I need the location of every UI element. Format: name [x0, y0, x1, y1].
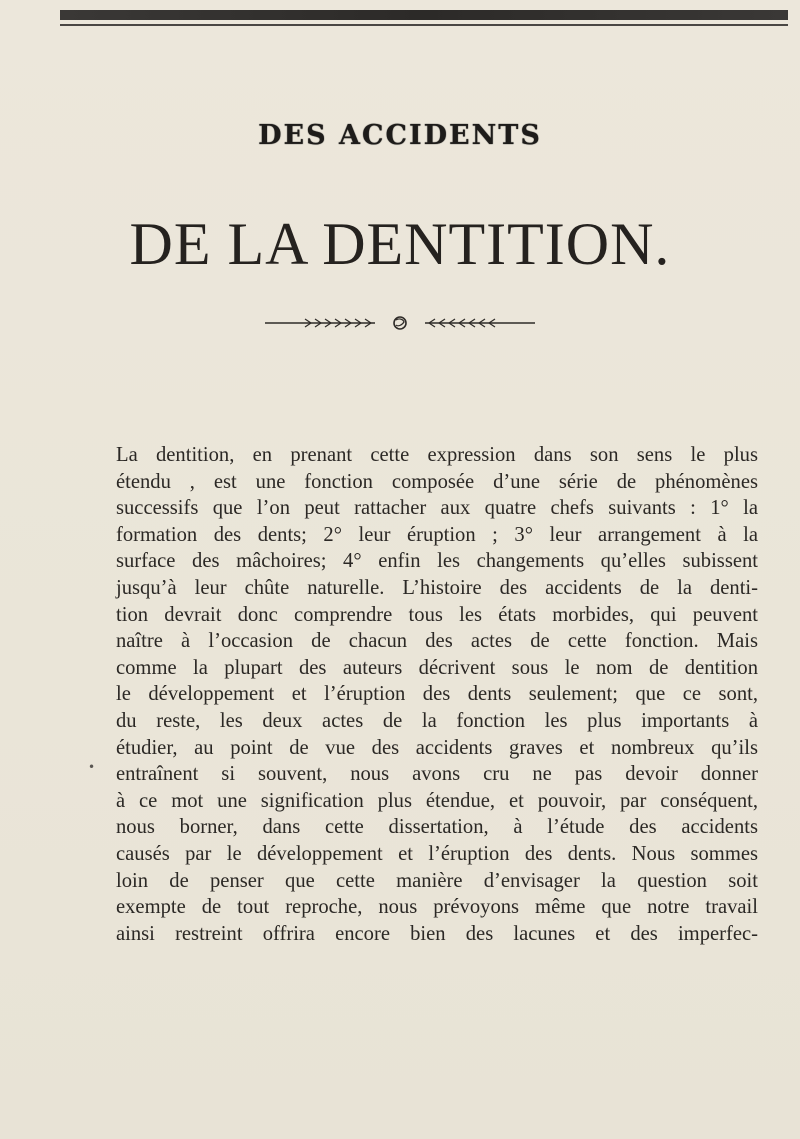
chapter-title: DE LA DENTITION.	[129, 211, 671, 277]
text-line: nous borner, dans cette dissertation, à l’étude des accidents	[116, 816, 758, 839]
text-line: surface des mâchoires; 4° enfin les changements qu’elles subissent	[116, 550, 758, 573]
text-line: étudier, au point de vue des accidents graves et nombreux qu’ils	[116, 736, 758, 759]
margin-mark: •	[88, 760, 96, 774]
body-paragraph	[116, 442, 758, 947]
text-line: entraînent si souvent, nous avons cru ne pas devoir donner	[116, 763, 758, 786]
text-line: exempte de tout reproche, nous prévoyons même que notre travail	[116, 896, 758, 919]
text-line: causés par le développement et l’éruption des dents. Nous sommes	[116, 842, 758, 865]
text-line: du reste, les deux actes de la fonction les plus importants à	[116, 709, 758, 732]
text-line: à ce mot une signification plus étendue, et pouvoir, par conséquent,	[116, 789, 758, 812]
text-line: successifs que l’on peut rattacher aux quatre chefs suivants : 1° la	[116, 497, 758, 520]
text-line: comme la plupart des auteurs décrivent sous le nom de dentition	[116, 656, 758, 679]
text-line: naître à l’occasion de chacun des actes de cette fonction. Mais	[116, 630, 758, 653]
ornament-icon	[265, 316, 535, 330]
text-line: tion devrait donc comprendre tous les états morbides, qui peuvent	[116, 603, 758, 626]
top-border-thin-rule	[60, 24, 788, 26]
text-line: ainsi restreint offrira encore bien des lacunes et des imperfec-	[116, 922, 758, 945]
text-line: jusqu’à leur chûte naturelle. L’histoire des accidents de la denti-	[116, 576, 758, 599]
text-line: La dentition, en prenant cette expression dans son sens le plus	[116, 444, 758, 466]
top-border-rule	[60, 10, 788, 20]
text-line: formation des dents; 2° leur éruption ; 3° leur arrangement à la	[116, 523, 758, 546]
text-line: étendu , est une fonction composée d’une série de phénomènes	[116, 470, 758, 493]
chapter-heading: DES ACCIDENTS	[258, 120, 542, 151]
text-line: le développement et l’éruption des dents seulement; que ce sont,	[116, 683, 758, 706]
text-line: loin de penser que cette manière d’envisager la question soit	[116, 869, 758, 892]
